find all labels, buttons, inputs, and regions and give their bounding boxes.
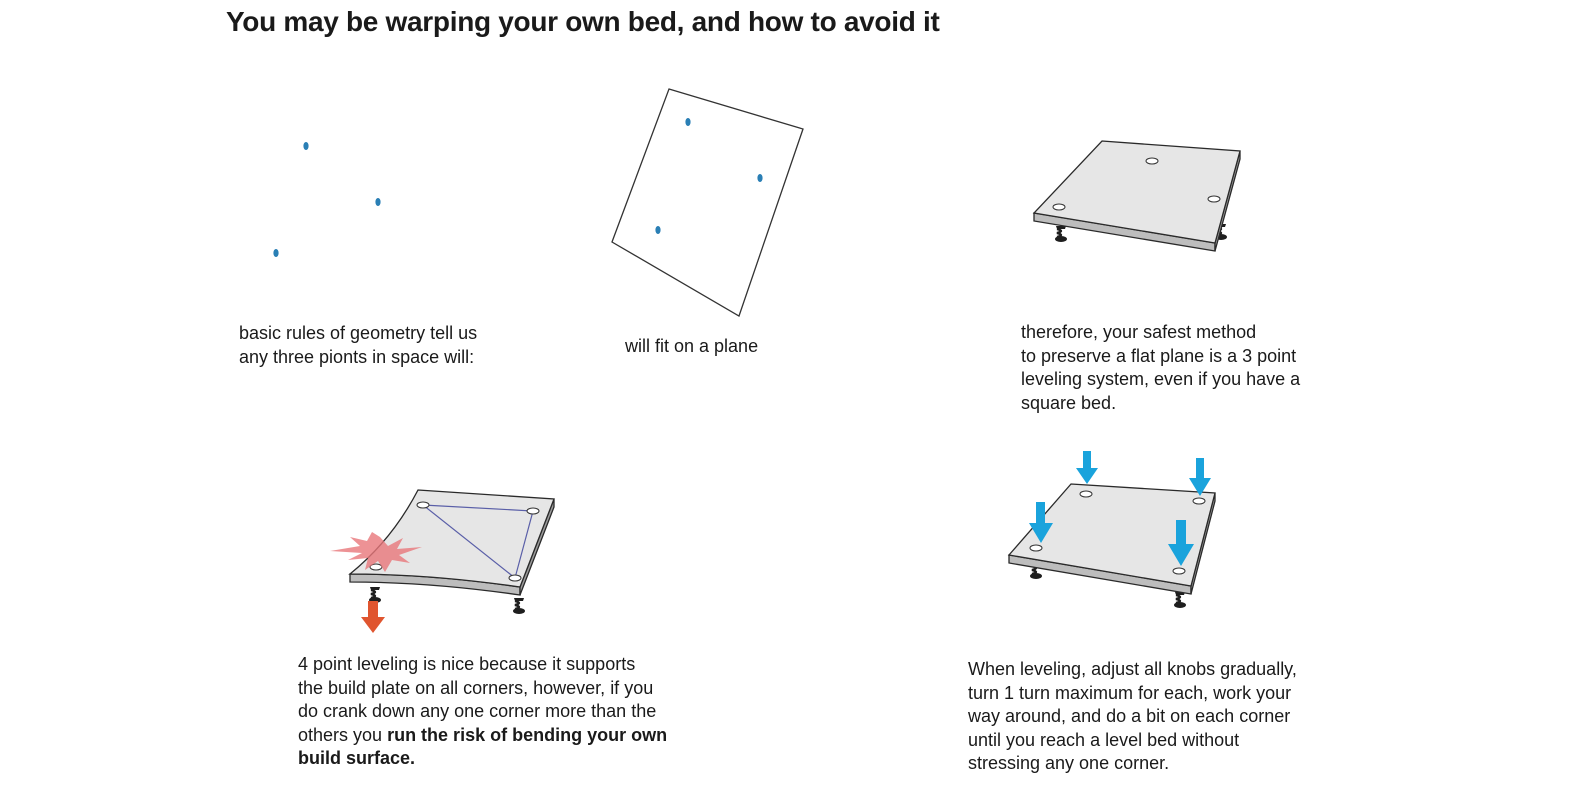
caption-four-point: [298, 653, 667, 771]
caption-adjust-tip: [968, 658, 1297, 776]
point-dot: [303, 142, 308, 150]
point-dot: [655, 226, 660, 234]
caption-line: therefore, your safest method: [1021, 322, 1257, 342]
warning-bold-text: run the risk of bending your own: [387, 724, 668, 745]
point-dot: [757, 174, 762, 182]
three-point-bed: [1034, 141, 1240, 251]
caption-line: to preserve a flat plane is a 3 point: [1021, 345, 1297, 366]
point-dot: [273, 249, 278, 257]
caption-line: until you reach a level bed without: [968, 729, 1240, 750]
caption-line: turn 1 turn maximum for each, work your: [968, 682, 1292, 703]
tilted-plane: [612, 89, 803, 316]
point-dot: [685, 118, 690, 126]
page-title: You may be warping your own bed, and how to avoid it: [226, 6, 940, 37]
caption-line: basic rules of geometry tell us: [239, 323, 478, 343]
caption-line: [298, 724, 667, 748]
warning-bold-text: build surface.: [298, 748, 416, 768]
caption-three-point-method: [1021, 321, 1300, 415]
four-point-adjust-bed: [1009, 451, 1215, 608]
caption-line: the build plate on all corners, however, if you: [298, 677, 654, 698]
point-dot: [375, 198, 380, 206]
caption-plane: [625, 335, 758, 359]
caption-line: When leveling, adjust all knobs gradually,: [968, 659, 1297, 679]
caption-text: others you: [298, 724, 388, 745]
caption-line: any three pionts in space will:: [239, 346, 475, 367]
down-arrow-icon: [361, 601, 385, 633]
leveling-knob-icon: [1174, 592, 1186, 608]
caption-line: leveling system, even if you have a: [1021, 369, 1301, 389]
caption-line: stressing any one corner.: [968, 753, 1170, 773]
caption-line: square bed.: [1021, 392, 1117, 413]
caption-line: way around, and do a bit on each corner: [968, 706, 1291, 726]
bent-four-point-bed: [330, 490, 554, 633]
caption-line: will fit on a plane: [625, 336, 759, 356]
down-arrow-icon: [1076, 451, 1098, 484]
tilted-plane-diagram: [612, 89, 803, 316]
caption-three-points: [239, 322, 477, 369]
caption-line: 4 point leveling is nice because it supports: [298, 654, 636, 674]
down-arrow-icon: [1189, 458, 1211, 496]
caption-line: do crank down any one corner more than the: [298, 701, 657, 721]
three-points-diagram: [273, 142, 380, 257]
